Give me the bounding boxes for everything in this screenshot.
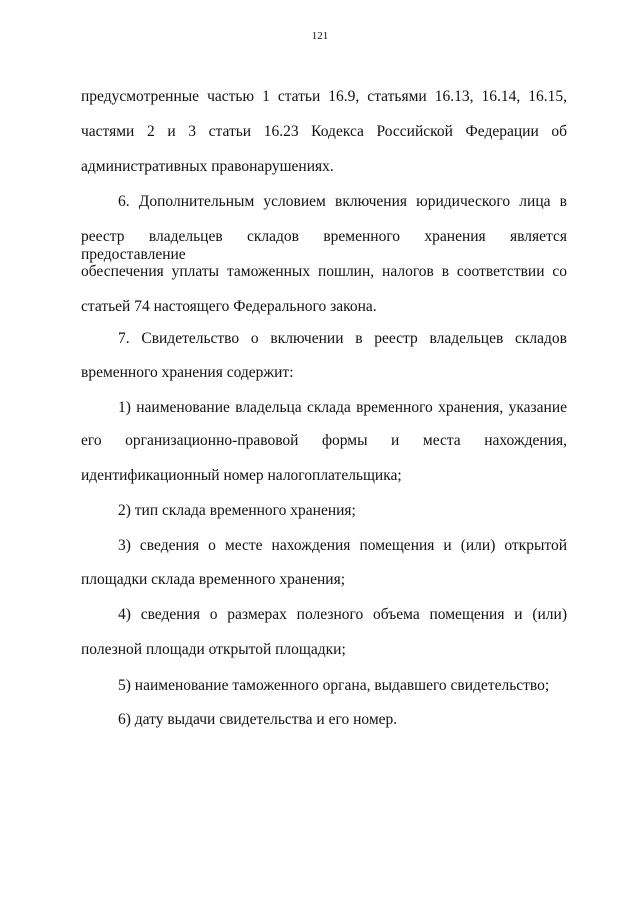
text-line: 6. Дополнительным условием включения юридического лица в bbox=[118, 193, 567, 210]
text-line: 4) сведения о размерах полезного объема помещения и (или) bbox=[118, 606, 567, 623]
text-line: его организационно-правовой формы и места нахождения, bbox=[81, 432, 567, 449]
text-line: 6) дату выдачи свидетельства и его номер. bbox=[118, 711, 398, 728]
text-line: предусмотренные частью 1 статьи 16.9, статьями 16.13, 16.14, 16.15, bbox=[81, 88, 567, 105]
text-line: обеспечения уплаты таможенных пошлин, налогов в соответствии со bbox=[81, 263, 567, 280]
text-line: статьей 74 настоящего Федерального закона. bbox=[81, 298, 377, 315]
text-line: 2) тип склада временного хранения; bbox=[118, 502, 356, 519]
text-line: 1) наименование владельца склада временного хранения, указание bbox=[118, 399, 567, 416]
text-line: площадки склада временного хранения; bbox=[81, 571, 345, 588]
text-line: 3) сведения о месте нахождения помещения и (или) открытой bbox=[118, 537, 567, 554]
text-line: 7. Свидетельство о включении в реестр владельцев складов bbox=[118, 330, 567, 347]
text-line: реестр владельцев складов временного хранения является предоставление bbox=[81, 228, 567, 263]
page-number: 121 bbox=[311, 30, 329, 42]
text-line: административных правонарушениях. bbox=[81, 158, 334, 175]
text-line: частями 2 и 3 статьи 16.23 Кодекса Российской Федерации об bbox=[81, 123, 567, 140]
text-line: временного хранения содержит: bbox=[81, 364, 294, 381]
text-line: 5) наименование таможенного органа, выдавшего свидетельство; bbox=[118, 677, 550, 694]
text-line: полезной площади открытой площадки; bbox=[81, 641, 346, 658]
text-line: идентификационный номер налогоплательщика; bbox=[81, 467, 402, 484]
